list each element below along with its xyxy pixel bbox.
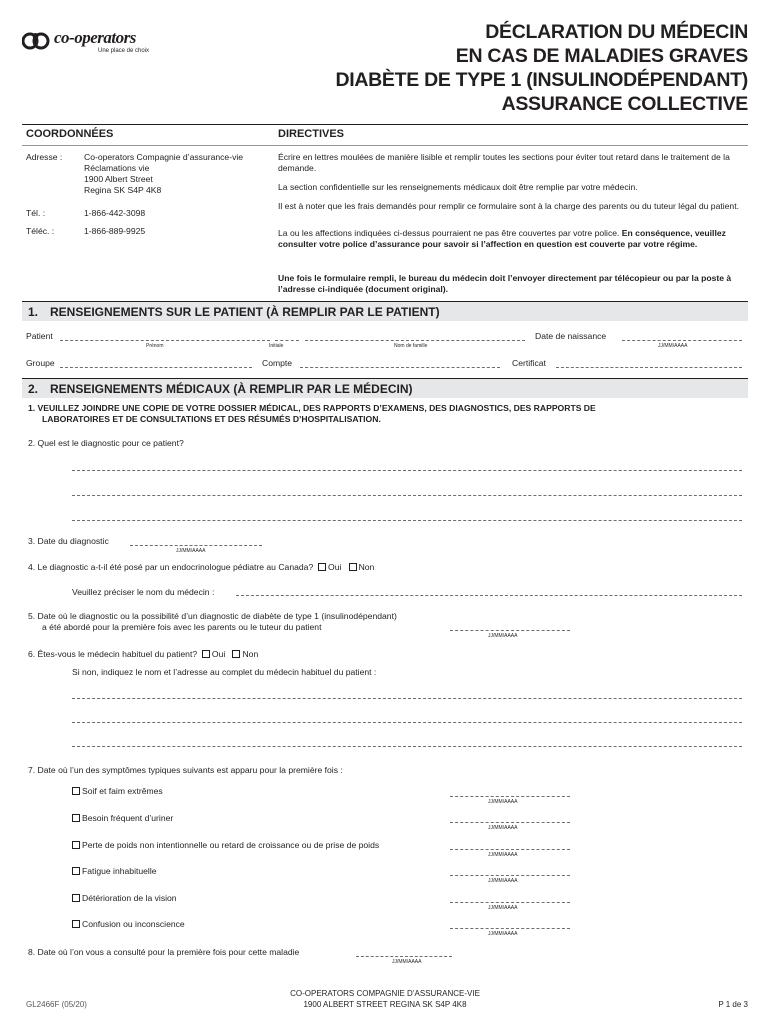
title-line-2: EN CAS DE MALADIES GRAVES bbox=[455, 45, 748, 67]
symptom-6-date-caption: JJ/MM/AAAA bbox=[488, 931, 518, 937]
compte-field[interactable] bbox=[300, 367, 500, 368]
question-4b: Veuillez préciser le nom du médecin : bbox=[72, 587, 215, 597]
groupe-label: Groupe bbox=[26, 358, 55, 368]
nom-caption: Nom de famille bbox=[394, 343, 428, 349]
groupe-field[interactable] bbox=[60, 367, 252, 368]
section-1-note: (À REMPLIR PAR LE PATIENT) bbox=[266, 305, 440, 319]
prenom-caption: Prénom bbox=[146, 343, 164, 349]
question-4-text: 4. Le diagnostic a-t-il été posé par un endocrinologue pédiatre au Canada? bbox=[28, 562, 314, 572]
form-code: GL2466F (05/20) bbox=[26, 1000, 87, 1009]
symptom-1-label: Soif et faim extrêmes bbox=[82, 786, 163, 796]
q8-date-caption: JJ/MM/AAAA bbox=[392, 959, 422, 965]
question-4 bbox=[28, 562, 374, 573]
symptom-3-date-field[interactable] bbox=[450, 849, 570, 850]
certificat-field[interactable] bbox=[556, 367, 742, 368]
adresse-line-4: Regina SK S4P 4K8 bbox=[84, 185, 162, 195]
section-1-title bbox=[50, 305, 440, 319]
title-line-4: ASSURANCE COLLECTIVE bbox=[501, 93, 748, 115]
symptom-5-date-caption: JJ/MM/AAAA bbox=[488, 905, 518, 911]
symptom-5-date-field[interactable] bbox=[450, 902, 570, 903]
diagnostic-line-1[interactable] bbox=[72, 470, 742, 471]
symptom-6-date-field[interactable] bbox=[450, 928, 570, 929]
directive-4-bold: En conséquence, veuillez consulter votre police d’assurance pour savoir si l’affection en question est couverte par votre régime. bbox=[278, 228, 726, 249]
question-8: 8. Date où l’on vous a consulté pour la première fois pour cette maladie bbox=[28, 947, 300, 957]
question-1-cont: LABORATOIRES ET DE CONSULTATIONS ET DES RÉSUMÉS D’HOSPITALISATION. bbox=[42, 414, 381, 424]
diagnostic-line-3[interactable] bbox=[72, 520, 742, 521]
symptom-4 bbox=[72, 866, 157, 877]
section-1-header bbox=[22, 301, 748, 321]
q4-non-checkbox[interactable] bbox=[349, 563, 357, 571]
initiale-caption: Initiale bbox=[269, 343, 284, 349]
q6-oui-checkbox[interactable] bbox=[202, 650, 210, 658]
question-2: 2. Quel est le diagnostic pour ce patient? bbox=[28, 438, 184, 448]
section-2-title bbox=[50, 382, 412, 396]
compte-label: Compte bbox=[262, 358, 293, 368]
tel-value: 1-866-442-3098 bbox=[84, 208, 146, 218]
sub-rule bbox=[22, 145, 748, 146]
q4-oui-checkbox[interactable] bbox=[318, 563, 326, 571]
q5-date-field[interactable] bbox=[450, 630, 570, 631]
doctor-name-field[interactable] bbox=[236, 595, 742, 596]
directive-4 bbox=[278, 228, 742, 250]
co-operators-logo bbox=[22, 26, 172, 66]
logo-wordmark: co-operators bbox=[54, 28, 136, 47]
symptom-2-label: Besoin fréquent d’uriner bbox=[82, 813, 174, 823]
question-3: 3. Date du diagnostic bbox=[28, 536, 109, 546]
section-2-note: (À REMPLIR PAR LE MÉDECIN) bbox=[233, 382, 413, 396]
logo-tagline: Une place de choix bbox=[98, 48, 150, 54]
tel-label: Tél. : bbox=[26, 208, 46, 218]
usual-doctor-line-3[interactable] bbox=[72, 746, 742, 747]
symptom-2-checkbox[interactable] bbox=[72, 814, 80, 822]
dob-caption: JJ/MM/AAAA bbox=[658, 343, 688, 349]
symptom-2-date-caption: JJ/MM/AAAA bbox=[488, 825, 518, 831]
directive-1: Écrire en lettres moulées de manière lisible et remplir toutes les sections pour éviter tout retard dans le traitement de la demande. bbox=[278, 152, 730, 173]
diagnosis-date-field[interactable] bbox=[130, 545, 262, 546]
question-6 bbox=[28, 649, 258, 660]
diagnostic-line-2[interactable] bbox=[72, 495, 742, 496]
symptom-5-checkbox[interactable] bbox=[72, 894, 80, 902]
question-5-cont: a été abordé pour la première fois avec les parents ou le tuteur du patient bbox=[42, 622, 322, 632]
directive-3: Il est à noter que les frais demandés pour remplir ce formulaire sont à la charge des parents ou du tuteur légal du patient. bbox=[278, 201, 739, 211]
q6-oui-label: Oui bbox=[211, 649, 226, 659]
certificat-label: Certificat bbox=[512, 358, 546, 368]
symptom-6 bbox=[72, 919, 185, 930]
footer-address: 1900 ALBERT STREET REGINA SK S4P 4K8 bbox=[303, 1000, 467, 1009]
form-title bbox=[335, 20, 748, 116]
q8-date-field[interactable] bbox=[356, 956, 452, 957]
adresse-label: Adresse : bbox=[26, 152, 63, 162]
q6-non-checkbox[interactable] bbox=[232, 650, 240, 658]
symptom-1 bbox=[72, 786, 163, 797]
co-operators-logo-mark-icon bbox=[22, 30, 52, 52]
directive-5: Une fois le formulaire rempli, le bureau du médecin doit l’envoyer directement par télécopieur ou par la poste à l’adresse ci-indiquée (document original). bbox=[278, 273, 732, 294]
question-5: 5. Date où le diagnostic ou la possibilité d’un diagnostic de diabète de type 1 (insulinodépendant) bbox=[28, 611, 397, 621]
symptom-3 bbox=[72, 840, 379, 851]
usual-doctor-line-2[interactable] bbox=[72, 722, 742, 723]
symptom-1-date-caption: JJ/MM/AAAA bbox=[488, 799, 518, 805]
symptom-5-label: Détérioration de la vision bbox=[82, 893, 177, 903]
symptom-6-checkbox[interactable] bbox=[72, 920, 80, 928]
section-2-header bbox=[22, 378, 748, 398]
title-line-1: DÉCLARATION DU MÉDECIN bbox=[485, 21, 748, 43]
header-rule bbox=[22, 124, 748, 125]
adresse-line-1: Co-operators Compagnie d’assurance-vie bbox=[84, 152, 244, 162]
dob-label: Date de naissance bbox=[535, 331, 607, 341]
question-7: 7. Date où l’un des symptômes typiques suivants est apparu pour la première fois : bbox=[28, 765, 343, 775]
nom-field[interactable] bbox=[305, 340, 525, 341]
q4-oui-label: Oui bbox=[328, 562, 342, 572]
directives-heading: DIRECTIVES bbox=[278, 128, 345, 140]
question-6-text: 6. Êtes-vous le médecin habituel du patient? bbox=[28, 649, 198, 659]
telec-value: 1-866-889-9925 bbox=[84, 226, 146, 236]
symptom-6-label: Confusion ou inconscience bbox=[82, 919, 185, 929]
section-1-number: 1. bbox=[28, 305, 39, 319]
symptom-2 bbox=[72, 813, 173, 824]
symptom-4-date-field[interactable] bbox=[450, 875, 570, 876]
initiale-field[interactable] bbox=[275, 340, 299, 341]
symptom-4-checkbox[interactable] bbox=[72, 867, 80, 875]
diagnosis-date-caption: JJ/MM/AAAA bbox=[176, 548, 206, 554]
prenom-field[interactable] bbox=[60, 340, 270, 341]
symptom-3-label: Perte de poids non intentionnelle ou retard de croissance ou de prise de poids bbox=[82, 840, 380, 850]
symptom-5 bbox=[72, 893, 177, 904]
symptom-3-date-caption: JJ/MM/AAAA bbox=[488, 852, 518, 858]
question-6b: Si non, indiquez le nom et l’adresse au complet du médecin habituel du patient : bbox=[72, 667, 377, 677]
symptom-4-label: Fatigue inhabituelle bbox=[82, 866, 157, 876]
section-1-title-text: RENSEIGNEMENTS SUR LE PATIENT bbox=[50, 305, 263, 319]
question-1: 1. VEUILLEZ JOINDRE UNE COPIE DE VOTRE DOSSIER MÉDICAL, DES RAPPORTS D’EXAMENS, DES DIAGNOSTICS, DES RAPPORTS DE bbox=[28, 403, 596, 413]
q5-date-caption: JJ/MM/AAAA bbox=[488, 633, 518, 639]
symptom-2-date-field[interactable] bbox=[450, 822, 570, 823]
dob-field[interactable] bbox=[622, 340, 742, 341]
q4-non-label: Non bbox=[358, 562, 375, 572]
directive-4-text: La ou les affections indiquées ci-dessus pourraient ne pas être couvertes par votre police. bbox=[278, 228, 622, 238]
coordonnees-heading: COORDONNÉES bbox=[26, 128, 114, 140]
symptom-1-checkbox[interactable] bbox=[72, 787, 80, 795]
patient-label: Patient bbox=[26, 331, 53, 341]
adresse-line-3: 1900 Albert Street bbox=[84, 174, 153, 184]
usual-doctor-line-1[interactable] bbox=[72, 698, 742, 699]
symptom-1-date-field[interactable] bbox=[450, 796, 570, 797]
footer-company: CO-OPERATORS COMPAGNIE D’ASSURANCE-VIE bbox=[290, 989, 480, 998]
adresse-line-2: Réclamations vie bbox=[84, 163, 150, 173]
page-number: P 1 de 3 bbox=[718, 1000, 748, 1009]
q6-non-label: Non bbox=[242, 649, 259, 659]
telec-label: Téléc. : bbox=[26, 226, 55, 236]
section-2-number: 2. bbox=[28, 382, 39, 396]
directive-2: La section confidentielle sur les renseignements médicaux doit être remplie par votre médecin. bbox=[278, 182, 638, 192]
symptom-3-checkbox[interactable] bbox=[72, 841, 80, 849]
symptom-4-date-caption: JJ/MM/AAAA bbox=[488, 878, 518, 884]
title-line-3: DIABÈTE DE TYPE 1 (INSULINODÉPENDANT) bbox=[335, 69, 748, 91]
section-2-title-text: RENSEIGNEMENTS MÉDICAUX bbox=[50, 382, 231, 396]
